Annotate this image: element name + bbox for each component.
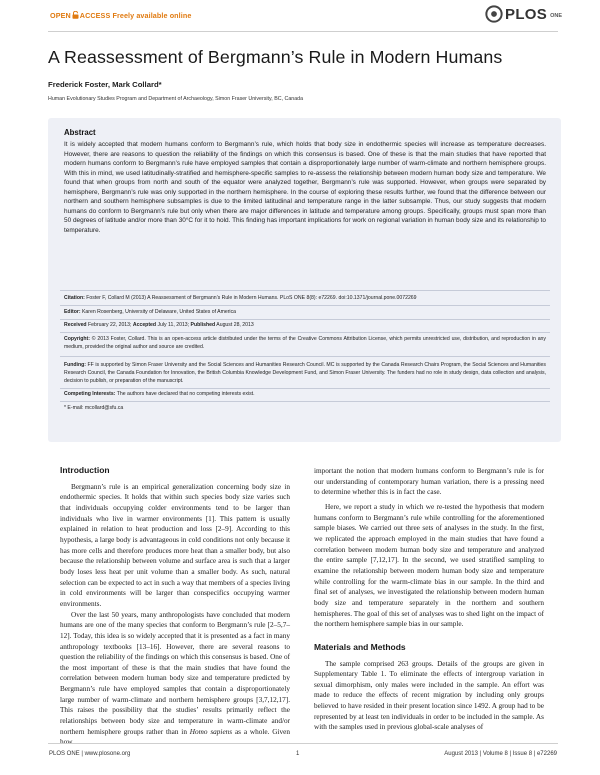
methods-paragraph-1: The sample comprised 263 groups. Details of the groups are given in Supplementary Table 1. To eliminate the effects of intergroup variation in sexual dimorphism, only males were included in the sample. An effort was made to reduce the effects of recent migration by including only groups believed to have resided in their present location since 1492. A group had to be represented by at least ten individuals in order to be included in the sample. As with the samples used in previous global-scale analyses of (314, 659, 544, 732)
col2-paragraph-2: Here, we report a study in which we re-tested the hypothesis that modern humans conform to Bergmann’s rule while controlling for the aforementioned sample biases. We carried out three sets of analyses in the study. In the first, we replicated the approach employed in the main studies that have found a correlation between modern human body size and temperature and analyzed the entire sample [7,12,17]. In the second, we used stratified sampling to examine the relationship between modern human body size and temperature while controlling for the warm-climate bias in our sample. In the third and final set of analyses, we investigated the relationship between modern human body size and temperature separately in the northern and southern hemispheres. The goal of this set of analyses was to shed light on the impact of the northern hemisphere sample bias in our sample. (314, 502, 544, 629)
footer-issue-info: August 2013 | Volume 8 | Issue 8 | e72269 (444, 751, 557, 757)
dates-line: Received February 22, 2013; Accepted July 11, 2013; Published August 28, 2013 (64, 322, 254, 328)
intro-paragraph-1: Bergmann’s rule is an empirical generalization concerning body size in endothermic species. It holds that within such species body size varies such that individuals occupying colder environments tend to be larger than individuals who live in warmer environments [1]. This pattern is usually explained in relation to heat production and loss [2–9]. According to this hypothesis, a large body is advantageous in cold conditions not only because it has more cells and therefore produces more heat than a smaller body, but also because the relationship between volume and surface area is such that a larger body loses less heat per unit volume than a smaller body. As such, natural selection can be expected to act in such a way that members of a species living in cold environments will be larger than conspecifics occupying warmer environments. (60, 482, 290, 608)
citation-line: Citation: Foster F, Collard M (2013) A Reassessment of Bergmann’s Rule in Modern Humans. PLoS ONE 8(8): e72269. doi:10.1371/journal.pone.0072269 (64, 295, 417, 301)
methods-heading: Materials and Methods (314, 641, 406, 652)
open-lock-icon (72, 11, 79, 19)
abstract-heading: Abstract (64, 128, 96, 137)
article-title: A Reassessment of Bergmann’s Rule in Modern Humans (48, 47, 503, 67)
plos-logo-icon (485, 5, 503, 23)
body-column-right (314, 466, 544, 733)
body-column-left (60, 465, 290, 748)
copyright-divider (60, 356, 550, 357)
editor-line: Editor: Karen Rosenberg, University of Delaware, United States of America (64, 309, 237, 315)
dates-divider (60, 332, 550, 333)
footer-site-link[interactable]: www.plosone.org (84, 751, 131, 757)
plos-wordmark: PLOS (505, 5, 548, 23)
access-label: ACCESS (79, 11, 111, 20)
funding-divider (60, 388, 550, 389)
footer-journal: PLOS ONE | www.plosone.org (49, 751, 131, 757)
author-list: Frederick Foster, Mark Collard* (48, 80, 162, 89)
page-number: 1 (296, 751, 300, 757)
plos-one-logo (485, 4, 562, 24)
funding-block: Funding: FF is supported by Simon Fraser University and the Social Sciences and Humanities Research Council. MC is supported by the Canada Research Chairs Program, the Social Sciences and Humanities Research Council, the Canada Foundation for Innovation, the British Columbia Knowledge Development Fund, and Simon Fraser University. The funders had no role in study design, data collection and analysis, decision to publish, or preparation of the manuscript. (64, 362, 546, 384)
abstract-text: It is widely accepted that modern humans conform to Bergmann’s rule, which holds that body size in endothermic species will increase as temperature decreases. However, there are reasons to question the reliability of the findings on which this consensus is based. One of these is that the main studies that have reported that modern humans conform to Bergmann’s rule have employed samples that contain a disproportionately large number of warm-climate and northern hemisphere groups. With this in mind, we used latitudinally-stratified and hemisphere-specific samples to re-assess the relationship between modern human body size and temperature. We found that when groups from north and south of the equator were analyzed together, Bergmann’s rule was supported. However, when groups were separated by hemisphere, Bergmann’s rule was only supported in the northern hemisphere. In the course of exploring these results further, we found that the difference between our northern and southern hemisphere subsamples is due to the limited latitudinal and temperature range in the latter subsample. Thus, our study suggests that modern humans do conform to Bergmann’s rule but only when there are major differences in latitude and temperature among groups. Specifically, groups must span more than 50 degrees of latitude and/or more than 30°C for it to hold. This finding has important implications for work on regional variation in human body size and its relationship to temperature. (64, 141, 546, 234)
journal-name: ONE (550, 13, 562, 19)
species-name: Homo sapiens (189, 727, 233, 736)
col2-paragraph-1: important the notion that modern humans conform to Bergmann’s rule is for our understanding of contemporary human variation, there is a pressing need to determine whether this is in fact the case. (314, 467, 544, 497)
affiliation: Human Evolutionary Studies Program and Department of Archaeology, Simon Fraser University, BC, Canada (48, 96, 304, 102)
header-divider (48, 31, 558, 32)
abstract-divider (60, 290, 550, 291)
copyright-block: Copyright: © 2013 Foster, Collard. This is an open-access article distributed under the terms of the Creative Commons Attribution License, which permits unrestricted use, distribution, and reproduction in any medium, provided the original author and source are credited. (64, 336, 546, 350)
open-access-banner (50, 11, 191, 20)
email-line: * E-mail: mcollard@sfu.ca (64, 405, 124, 411)
footer-divider (48, 743, 558, 744)
intro-paragraph-2: Over the last 50 years, many anthropologists have concluded that modern humans are one of the many species that conform to Bergmann’s rule [2–5,7–12]. Today, this idea is so widely accepted that it is presented as a fact in many anthropology textbooks [13–16]. However, there are several reasons to question the reliability of the findings on which this consensus is based. One of the most important of these is that the main studies that have found the correlation between modern human body size and temperature predicted by Bergmann’s rule have employed samples that contain a disproportionately large number of warm-climate and northern hemisphere groups [3,7,12,17]. This raises the possibility that the studies’ results primarily reflect the relationships between body size and temperature in warm-climate and/or northern hemisphere groups rather than in Homo sapiens as a whole. Given (60, 610, 290, 736)
competing-divider (60, 401, 550, 402)
introduction-heading: Introduction (60, 465, 110, 475)
freely-available-label: Freely available online (112, 11, 192, 20)
journal-header (0, 0, 600, 30)
citation-divider (60, 305, 550, 306)
open-label: OPEN (50, 11, 71, 20)
editor-divider (60, 319, 550, 320)
competing-interests-line: Competing Interests: The authors have declared that no competing interests exist. (64, 391, 255, 397)
